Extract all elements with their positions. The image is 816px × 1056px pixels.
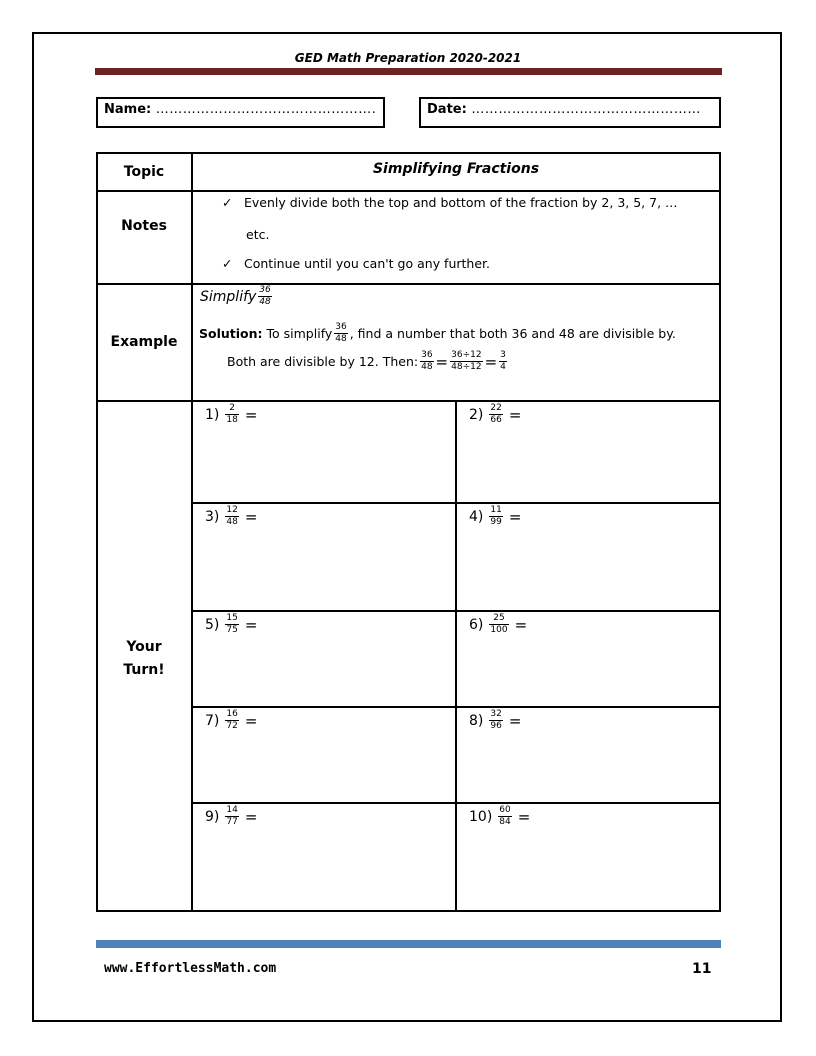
- footer-url[interactable]: www.EffortlessMath.com: [104, 961, 277, 976]
- fraction: $\frac{3}{4}$: [500, 350, 506, 372]
- problem-3: 3) $\frac{12}{48}$ =: [205, 505, 258, 527]
- topic-value: Simplifying Fractions: [372, 161, 540, 177]
- problem-9: 9) $\frac{14}{77}$ =: [205, 805, 258, 827]
- problem-8: 8) $\frac{32}{96}$ =: [469, 709, 522, 731]
- note-item-continuation: etc.: [246, 227, 270, 242]
- name-dots: ………………………………………….: [155, 102, 377, 117]
- date-field[interactable]: [419, 97, 721, 128]
- note-item: ✓ Evenly divide both the top and bottom of the fraction by 2, 3, 5, 7, …: [222, 195, 678, 210]
- name-field[interactable]: [96, 97, 385, 128]
- date-label: Date:: [427, 102, 467, 117]
- problem-2: 2) $\frac{22}{66}$ =: [469, 403, 522, 425]
- your-turn-label: Your Turn!: [123, 639, 165, 678]
- header-bar: [95, 68, 722, 75]
- problem-4: 4) $\frac{11}{99}$ =: [469, 505, 522, 527]
- topic-label: Topic: [123, 164, 165, 180]
- header-title: GED Math Preparation 2020-2021: [294, 51, 522, 65]
- problem-10: 10) $\frac{60}{84}$ =: [469, 805, 531, 827]
- checkmark-icon: ✓: [222, 195, 233, 210]
- problem-5: 5) $\frac{15}{75}$ =: [205, 613, 258, 635]
- date-dots: ……………………………………………: [471, 102, 701, 117]
- example-prompt: Simplify $\frac{36}{48}$: [200, 285, 271, 307]
- example-solution-steps: Both are divisible by 12. Then: $\frac{36}{48}$ = $\frac{36\div 12}{48\div 12}$ = $\frac{3}{4}$: [227, 350, 506, 372]
- example-solution: Solution: To simplify $\frac{36}{48}$ , find a number that both 36 and 48 are divisible by.: [199, 322, 676, 344]
- fraction: $\frac{36}{48}$: [335, 322, 347, 344]
- name-label: Name:: [104, 102, 152, 117]
- footer-bar: [96, 940, 721, 948]
- checkmark-icon: ✓: [222, 256, 233, 271]
- page-frame: [32, 32, 782, 1022]
- note-item: ✓ Continue until you can't go any further.: [222, 256, 491, 271]
- fraction: $\frac{36\div 12}{48\div 12}$: [451, 350, 482, 372]
- fraction: $\frac{36}{48}$: [421, 350, 433, 372]
- fraction: $\frac{36}{48}$: [259, 285, 271, 307]
- page-number: 11: [692, 961, 712, 977]
- problem-7: 7) $\frac{16}{72}$ =: [205, 709, 258, 731]
- problem-6: 6) $\frac{25}{100}$ =: [469, 613, 528, 635]
- problem-1: 1) $\frac{2}{18}$ =: [205, 403, 258, 425]
- notes-label: Notes: [121, 218, 167, 234]
- example-label: Example: [110, 334, 178, 350]
